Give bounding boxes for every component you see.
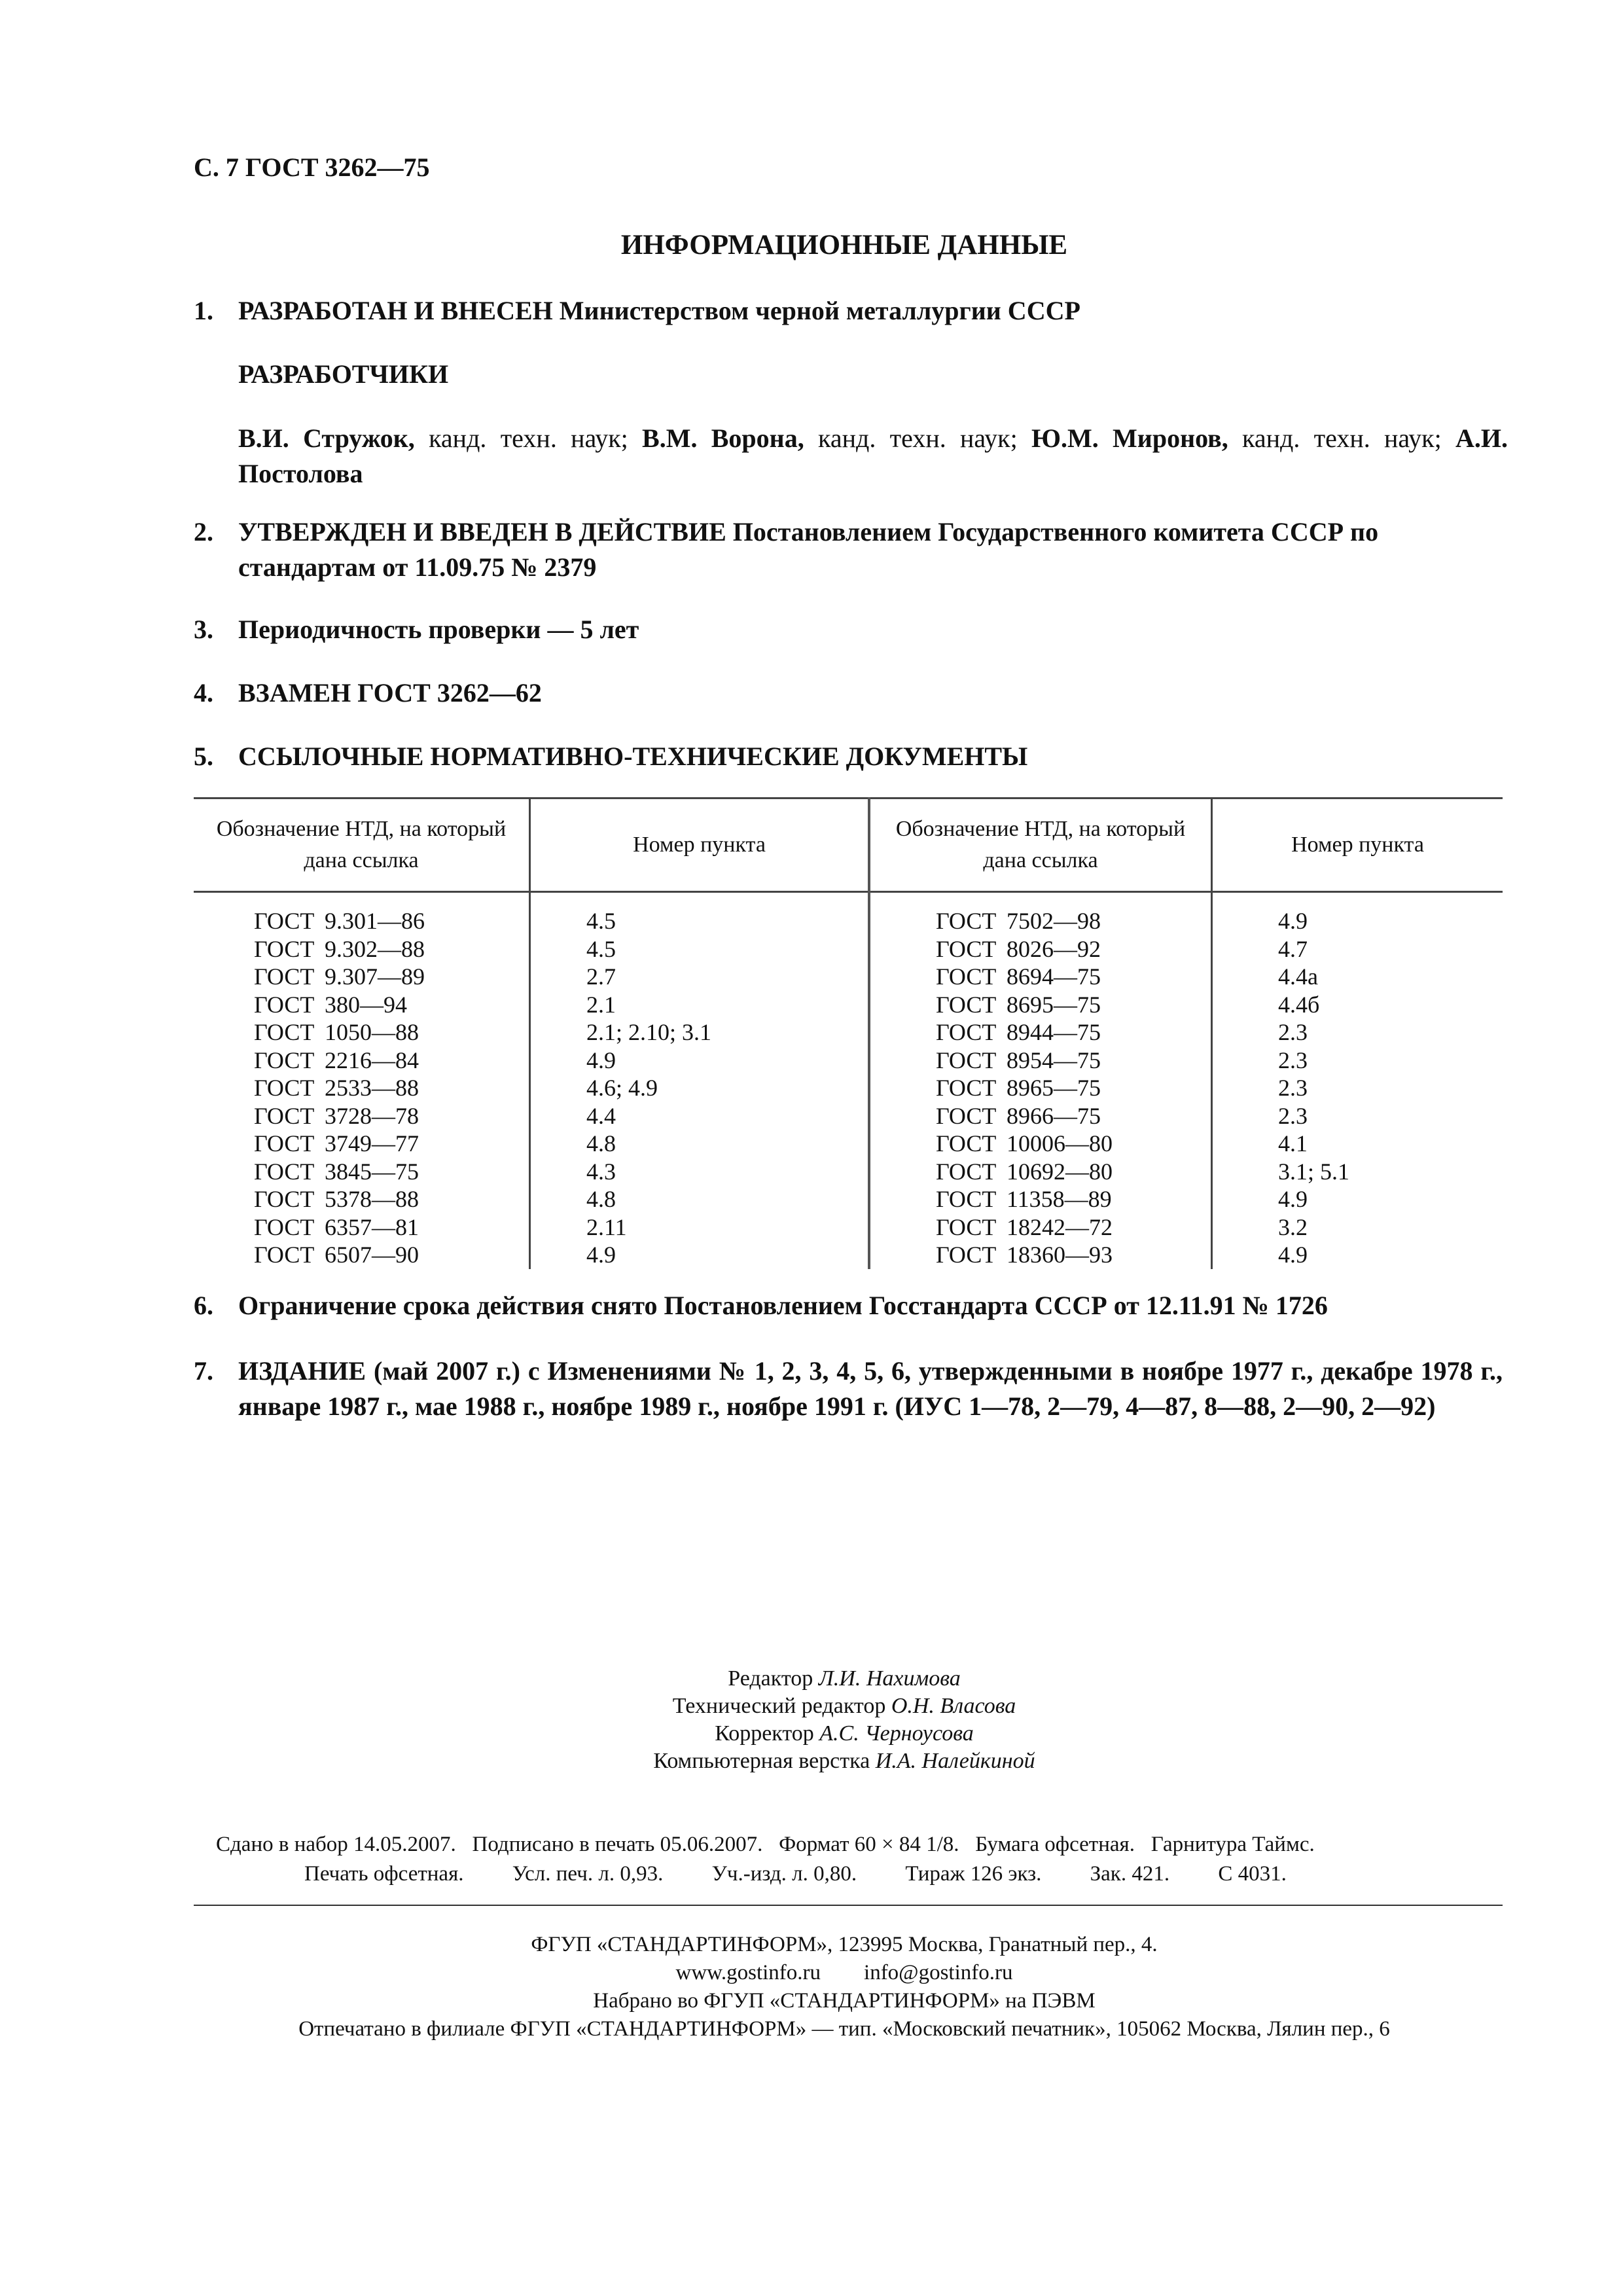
page-title: ИНФОРМАЦИОННЫЕ ДАННЫЕ <box>620 230 1068 260</box>
item-text: ИЗДАНИЕ (май 2007 г.) с Изменениями № 1, 2, 3, 4, 5, 6, утвержденными в ноябре 1977 г., декабре 1978 г., январе 1987 г., мае 1988 г., ноябре 1989 г., ноябре 1991 г. (ИУС 1—78, 2—79, 4—87, 8—88, 2—90, 2—92) <box>238 1356 1503 1421</box>
table-cell: 3.1; 5.1 <box>1278 1158 1350 1185</box>
table-cell: ГОСТ 8695—75 <box>936 991 1101 1018</box>
item-2 <box>194 514 1503 585</box>
table-cell: ГОСТ 8944—75 <box>936 1019 1101 1045</box>
table-cell: ГОСТ 5378—88 <box>254 1186 419 1212</box>
credits-block <box>0 1665 1623 1775</box>
table-cell: 4.5 <box>586 908 616 934</box>
developer-degree: канд. техн. наук; <box>414 423 643 453</box>
item-3 <box>194 612 1503 647</box>
table-cell: ГОСТ 3845—75 <box>254 1158 419 1185</box>
table-cell: 4.9 <box>1278 1242 1308 1268</box>
table-cell: ГОСТ 8965—75 <box>936 1075 1101 1101</box>
table-cell: ГОСТ 9.302—88 <box>254 935 425 962</box>
table-cell: 4.8 <box>586 1186 616 1212</box>
item-4 <box>194 675 1503 711</box>
divider <box>194 1905 1503 1906</box>
table-cell: 4.6; 4.9 <box>586 1075 658 1101</box>
table-cell: 4.9 <box>1278 908 1308 934</box>
developer-name: Ю.М. Миронов, <box>1031 423 1228 453</box>
item-text: РАЗРАБОТАН И ВНЕСЕН Министерством черной металлургии СССР <box>238 296 1080 325</box>
table-cell: 4.5 <box>586 935 616 962</box>
credit-editor: Редактор Л.И. Нахимова <box>728 1666 961 1691</box>
table-cell: 2.1; 2.10; 3.1 <box>586 1019 712 1045</box>
item-text: ССЫЛОЧНЫЕ НОРМАТИВНО-ТЕХНИЧЕСКИЕ ДОКУМЕНТЫ <box>238 742 1028 771</box>
table-cell: ГОСТ 18242—72 <box>936 1213 1113 1240</box>
item-text: ВЗАМЕН ГОСТ 3262—62 <box>238 678 542 708</box>
column-header-doc: Обозначение НТД, на который дана ссылка <box>194 798 530 892</box>
item-6 <box>194 1288 1503 1323</box>
table-cell: 4.9 <box>586 1047 616 1073</box>
table-cell: ГОСТ 8026—92 <box>936 935 1101 962</box>
item-number: 3. <box>194 615 213 644</box>
table-cell: ГОСТ 380—94 <box>254 991 407 1018</box>
table-header-row <box>194 798 1503 892</box>
column-header-doc: Обозначение НТД, на который дана ссылка <box>869 798 1212 892</box>
table-cell: 4.9 <box>1278 1186 1308 1212</box>
table-cell: ГОСТ 8954—75 <box>936 1047 1101 1073</box>
reference-table <box>194 797 1503 1269</box>
table-cell: 2.3 <box>1278 1075 1308 1101</box>
publisher-footer <box>0 1931 1623 2043</box>
table-cell: ГОСТ 6507—90 <box>254 1242 419 1268</box>
right-clause-column <box>1212 892 1503 1269</box>
developer-degree: канд. техн. наук; <box>804 423 1031 453</box>
table-cell: 4.3 <box>586 1158 616 1185</box>
item-1 <box>194 293 1503 329</box>
table-body <box>194 892 1503 1269</box>
table-cell: 2.3 <box>1278 1102 1308 1129</box>
item-text: УТВЕРЖДЕН И ВВЕДЕН В ДЕЙСТВИЕ Постановлением Государственного комитета СССР по стандартам от 11.09.75 № 2379 <box>238 517 1379 582</box>
developers-list <box>238 421 1508 492</box>
table-cell: ГОСТ 8694—75 <box>936 963 1101 990</box>
item-number: 2. <box>194 517 213 547</box>
table-cell: ГОСТ 1050—88 <box>254 1019 419 1045</box>
table-cell: ГОСТ 10692—80 <box>936 1158 1113 1185</box>
table-cell: 4.4 <box>586 1102 616 1129</box>
table-cell: ГОСТ 2216—84 <box>254 1047 419 1073</box>
footer-line: Отпечатано в филиале ФГУП «СТАНДАРТИНФОРМ» — тип. «Московский печатник», 105062 Москва, Лялин пер., 6 <box>298 2017 1390 2041</box>
table-cell: ГОСТ 10006—80 <box>936 1130 1113 1157</box>
table-cell: 2.7 <box>586 963 616 990</box>
developers-heading: РАЗРАБОТЧИКИ <box>238 359 449 389</box>
table-cell: ГОСТ 6357—81 <box>254 1213 419 1240</box>
credit-corrector: Корректор А.С. Черноусова <box>715 1721 974 1746</box>
item-7 <box>194 1354 1503 1424</box>
table-cell: ГОСТ 3728—78 <box>254 1102 419 1129</box>
table-cell: 4.1 <box>1278 1130 1308 1157</box>
table-cell: 4.7 <box>1278 935 1308 962</box>
table-cell: 4.8 <box>586 1130 616 1157</box>
table-cell: ГОСТ 7502—98 <box>936 908 1101 934</box>
item-number: 1. <box>194 296 213 325</box>
footer-line: ФГУП «СТАНДАРТИНФОРМ», 123995 Москва, Гранатный пер., 4. <box>531 1933 1158 1956</box>
footer-line: www.gostinfo.ru info@gostinfo.ru <box>675 1961 1013 1984</box>
table-cell: 2.1 <box>586 991 616 1018</box>
left-clause-column <box>530 892 870 1269</box>
table-cell: 4.9 <box>586 1242 616 1268</box>
developer-name: В.И. Стружок, <box>238 423 415 453</box>
table-cell: 2.3 <box>1278 1019 1308 1045</box>
item-number: 7. <box>194 1356 213 1386</box>
item-number: 4. <box>194 678 213 708</box>
column-header-clause: Номер пункта <box>1212 798 1503 892</box>
table-cell: ГОСТ 18360—93 <box>936 1242 1113 1268</box>
print-info-line2: Печать офсетная. Усл. печ. л. 0,93. Уч.-изд. л. 0,80. Тираж 126 экз. Зак. 421. С 4031. <box>304 1862 1287 1886</box>
item-text: Периодичность проверки — 5 лет <box>238 615 639 644</box>
table-cell: 4.4б <box>1278 991 1320 1018</box>
credit-layout: Компьютерная верстка И.А. Налейкиной <box>653 1749 1035 1773</box>
footer-line: Набрано во ФГУП «СТАНДАРТИНФОРМ» на ПЭВМ <box>593 1989 1096 2013</box>
developer-name: В.М. Ворона, <box>642 423 804 453</box>
table-cell: ГОСТ 8966—75 <box>936 1102 1101 1129</box>
page-header: С. 7 ГОСТ 3262—75 <box>194 152 430 182</box>
table-cell: ГОСТ 11358—89 <box>936 1186 1112 1212</box>
developer-degree: канд. техн. наук; <box>1228 423 1455 453</box>
left-doc-column <box>194 892 530 1269</box>
table-cell: ГОСТ 3749—77 <box>254 1130 419 1157</box>
table-cell: 2.3 <box>1278 1047 1308 1073</box>
column-header-clause: Номер пункта <box>530 798 870 892</box>
item-5 <box>194 739 1503 774</box>
table-cell: ГОСТ 2533—88 <box>254 1075 419 1101</box>
right-doc-column <box>869 892 1212 1269</box>
table-cell: ГОСТ 9.307—89 <box>254 963 425 990</box>
table-cell: 2.11 <box>586 1213 627 1240</box>
table-cell: 3.2 <box>1278 1213 1308 1240</box>
table-cell: ГОСТ 9.301—86 <box>254 908 425 934</box>
item-number: 6. <box>194 1291 213 1320</box>
print-info-line1: Сдано в набор 14.05.2007. Подписано в печать 05.06.2007. Формат 60 × 84 1/8. Бумага офсетная. Гарнитура Таймс. <box>216 1833 1315 1856</box>
table-cell: 4.4а <box>1278 963 1318 990</box>
item-text: Ограничение срока действия снято Постановлением Госстандарта СССР от 12.11.91 № 1726 <box>238 1291 1328 1320</box>
item-number: 5. <box>194 742 213 771</box>
developer-name: А.И. Постолова <box>238 423 1508 488</box>
credit-tech-editor: Технический редактор О.Н. Власова <box>672 1694 1016 1718</box>
